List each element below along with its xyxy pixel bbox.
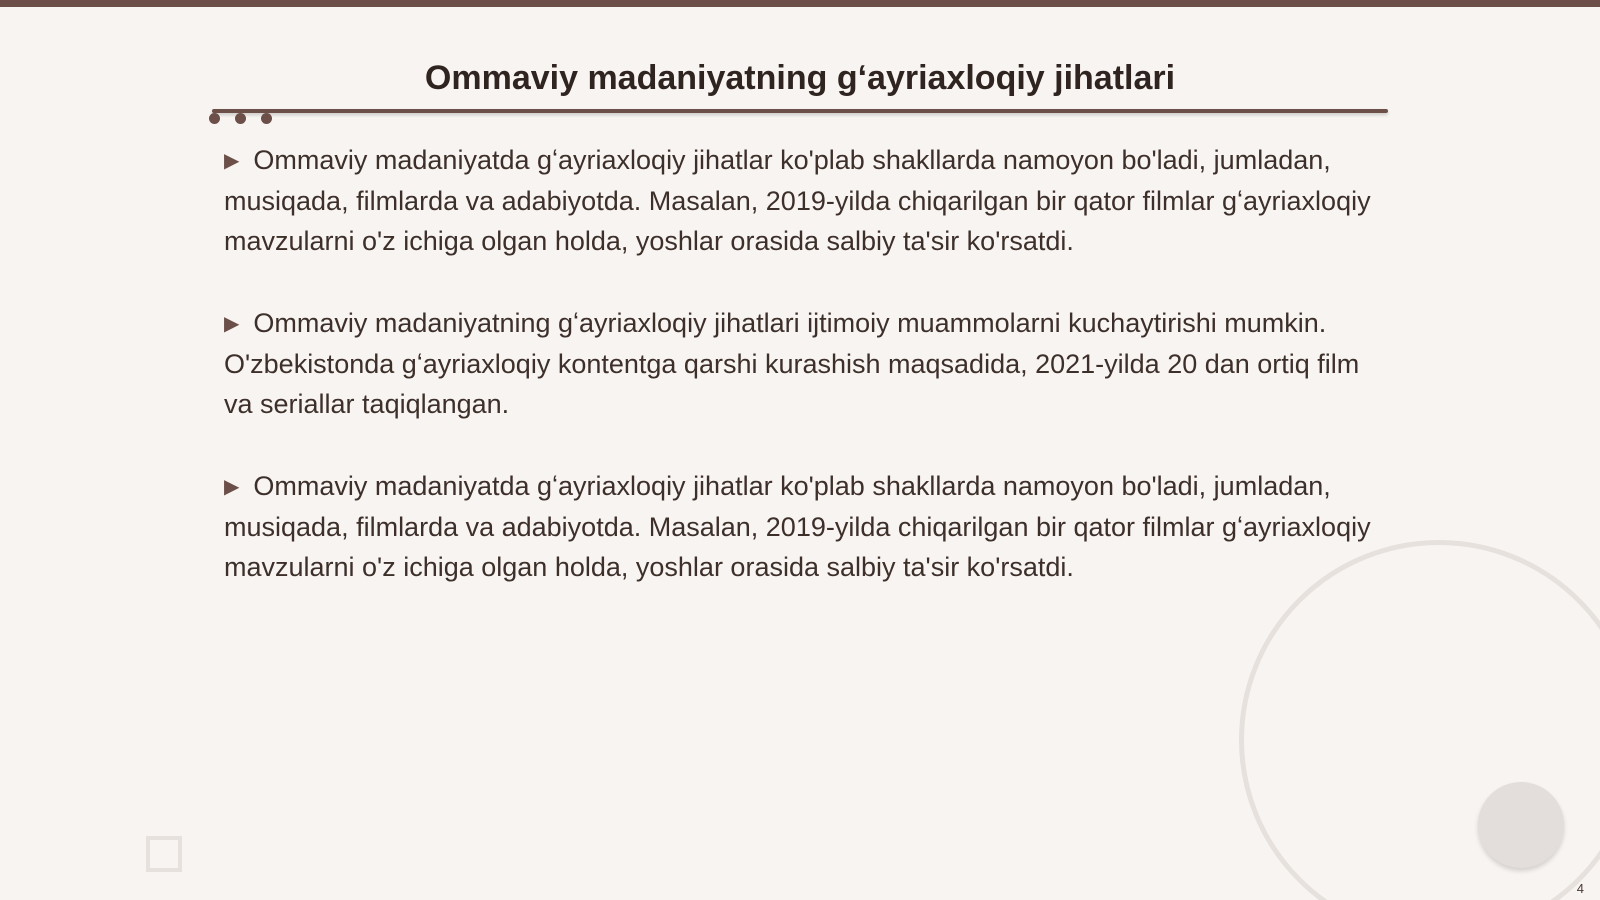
bullet-item (224, 303, 1374, 424)
bullet-text: Ommaviy madaniyatda gʻayriaxloqiy jihatlar ko'plab shakllarda namoyon bo'ladi, jumladan, musiqada, filmlarda va adabiyotda. Masalan, 2019-yilda chiqarilgan bir qator filmlar gʻayriaxloqiy mavzularni o'z ichiga olgan holda, yoshlar orasida salbiy ta'sir ko'rsatdi. (224, 471, 1371, 582)
decorative-square (146, 836, 182, 872)
bullet-text: Ommaviy madaniyatning gʻayriaxloqiy jihatlari ijtimoiy muammolarni kuchaytirishi mumkin. O'zbekistonda gʻayriaxloqiy kontentga qarshi kurashish maqsadida, 2021-yilda 20 dan ortiq film va seriallar taqiqlangan. (224, 308, 1360, 419)
bullet-item (224, 466, 1374, 587)
decorative-circle (1478, 782, 1564, 868)
triangle-right-icon: ▶ (224, 313, 240, 335)
bullet-list (224, 140, 1374, 629)
decorative-dot (209, 113, 220, 124)
bullet-text: Ommaviy madaniyatda gʻayriaxloqiy jihatlar ko'plab shakllarda namoyon bo'ladi, jumladan, musiqada, filmlarda va adabiyotda. Masalan, 2019-yilda chiqarilgan bir qator filmlar gʻayriaxloqiy mavzularni o'z ichiga olgan holda, yoshlar orasida salbiy ta'sir ko'rsatdi. (224, 145, 1371, 256)
triangle-right-icon: ▶ (224, 476, 240, 498)
page-number: 4 (1576, 881, 1584, 896)
bullet-item (224, 140, 1374, 261)
slide-title: Ommaviy madaniyatning gʻayriaxloqiy jihatlari (424, 59, 1176, 97)
decorative-dot (235, 113, 246, 124)
title-underline (212, 109, 1388, 113)
top-accent-bar (0, 0, 1600, 7)
decorative-dot (261, 113, 272, 124)
triangle-right-icon: ▶ (224, 150, 240, 172)
